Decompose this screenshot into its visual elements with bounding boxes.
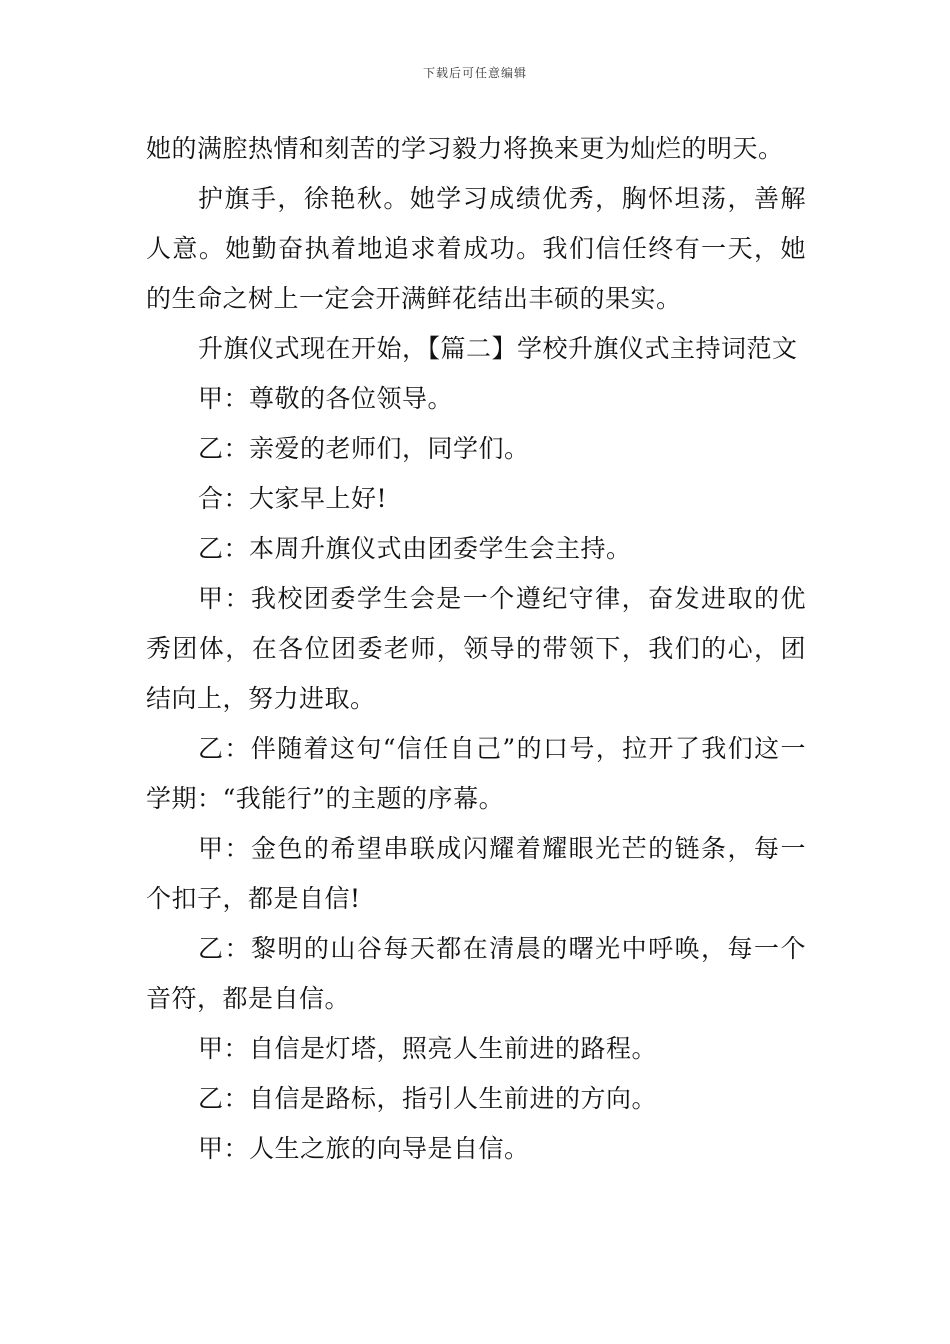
- paragraph-7: 乙：本周升旗仪式由团委学生会主持。: [198, 534, 632, 563]
- paragraph-14: 甲：人生之旅的向导是自信。: [198, 1134, 530, 1163]
- paragraph-6: 合：大家早上好!: [198, 484, 388, 513]
- paragraph-11: 乙：黎明的山谷每天都在清晨的曙光中呼唤，每一个音符，都是自信。: [146, 934, 806, 1013]
- paragraph-9: 乙：伴随着这句“信任自己”的口号，拉开了我们这一学期：“我能行”的主题的序幕。: [146, 734, 806, 813]
- paragraph-8: 甲：我校团委学生会是一个遵纪守律，奋发进取的优秀团体，在各位团委老师，领导的带领下，我们的心，团结向上，努力进取。: [146, 584, 806, 713]
- header-note: 下载后可任意编辑: [422, 66, 527, 80]
- paragraph-12: 甲：自信是灯塔，照亮人生前进的路程。: [198, 1034, 658, 1063]
- document-body: [146, 124, 806, 1174]
- paragraph-5: 乙：亲爱的老师们，同学们。: [198, 434, 530, 463]
- paragraph-4: 甲：尊敬的各位领导。: [198, 384, 454, 413]
- paragraph-2: 护旗手，徐艳秋。她学习成绩优秀，胸怀坦荡，善解人意。她勤奋执着地追求着成功。我们信任终有一天，她的生命之树上一定会开满鲜花结出丰硕的果实。: [146, 184, 806, 313]
- paragraph-1: 她的满腔热情和刻苦的学习毅力将换来更为灿烂的明天。: [146, 134, 784, 163]
- paragraph-3: 升旗仪式现在开始，【篇二】学校升旗仪式主持词范文: [198, 334, 798, 363]
- paragraph-10: 甲：金色的希望串联成闪耀着耀眼光芒的链条，每一个扣子，都是自信!: [146, 834, 806, 913]
- paragraph-13: 乙：自信是路标，指引人生前进的方向。: [198, 1084, 658, 1113]
